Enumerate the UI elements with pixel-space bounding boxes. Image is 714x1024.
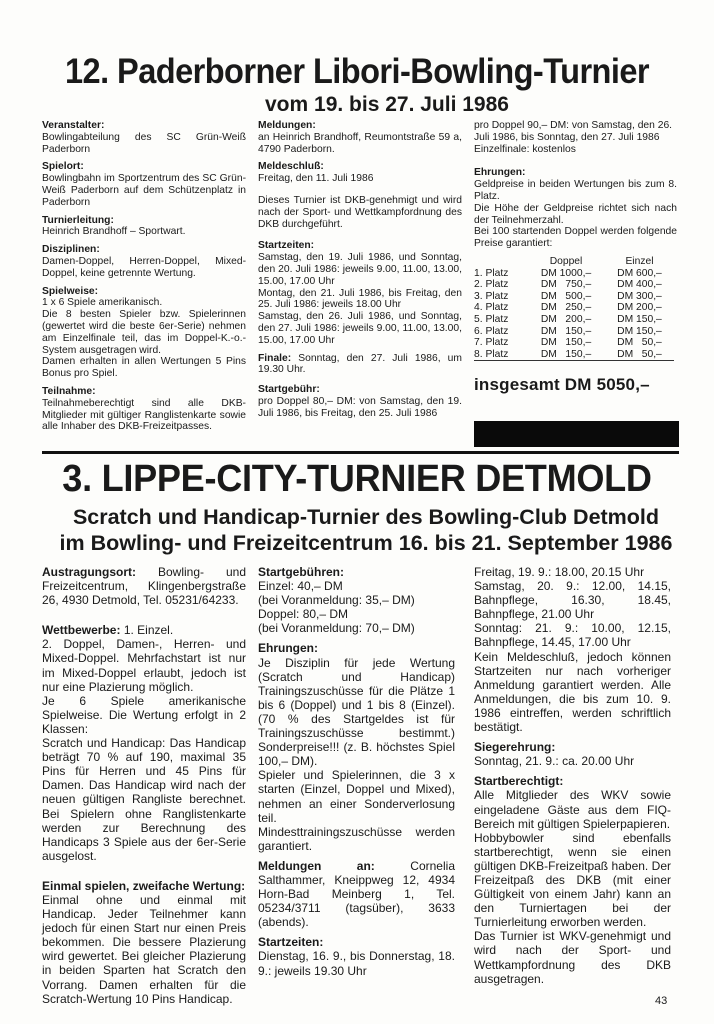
table-cell: DM 500,– bbox=[540, 290, 592, 302]
table-row bbox=[474, 326, 674, 338]
table-row bbox=[474, 349, 674, 361]
text: pro Doppel 90,– DM: von Samstag, den 26. Juli 1986, bis Sonntag, den 27. Juli 1986 bbox=[474, 120, 673, 143]
text: 1. Einzel. bbox=[123, 623, 174, 638]
heading: Spielweise: bbox=[42, 285, 99, 297]
text: Einzel: 40,– DM bbox=[258, 579, 343, 594]
table-row bbox=[474, 337, 674, 349]
article-2-column-3 bbox=[474, 565, 671, 992]
text: Samstag, den 19. Juli 1986, und Sonntag, den 20. Juli 1986: jeweils 9.00, 11.00, 13.00, 15.00, 17.00 Uhr bbox=[258, 252, 462, 287]
text: 2. Doppel, Damen-, Herren- und Mixed-Doppel. Mehrfachstart ist nur im Mixed-Doppel erlaubt, jedoch ist nur eine Plazierung möglich. bbox=[42, 637, 246, 694]
article-2-subtitle: im Bowling- und Freizeitcentrum 16. bis 21. September 1986 bbox=[59, 531, 673, 555]
text: Je 6 Spiele amerikanische Spielweise. Die Wertung erfolgt in 2 Klassen: bbox=[42, 693, 246, 736]
text: Montag, den 21. Juli 1986, bis Freitag, den 25. Juli 1986: jeweils 18.00 Uhr bbox=[258, 287, 462, 311]
column-header: Einzel bbox=[625, 255, 654, 267]
table-row bbox=[474, 302, 674, 314]
text: Sonntag: 21. 9.: 10.00, 12.15, Bahnpflege, 14.45, 17.00 Uhr bbox=[474, 621, 671, 650]
heading: Wettbewerbe: bbox=[42, 623, 121, 638]
table-cell: 7. Platz bbox=[474, 337, 509, 349]
table-cell: DM 150,– bbox=[540, 325, 592, 337]
text: Dieses Turnier ist DKB-genehmigt und wird nach der Sport- und Wettkampfordnung des DKB durchgeführt. bbox=[258, 194, 462, 230]
text: Je Disziplin für jede Wertung (Scratch und Handicap) Trainingszuschüsse für die Plätze 1 bis 6 (Doppel) und 1 bis 8 (Einzel). (70 % des Startgeldes ist für Trainingszuschüsse bestimmt.) Sonderpreise!!! (z. B. höchstes Spiel 100,– DM). bbox=[258, 655, 455, 769]
table-cell: 6. Platz bbox=[474, 325, 509, 337]
table-cell: DM 250,– bbox=[540, 302, 592, 314]
black-bar bbox=[474, 421, 679, 447]
table-cell: DM 750,– bbox=[540, 279, 592, 291]
text: Freitag, 19. 9.: 18.00, 20.15 Uhr bbox=[474, 565, 645, 579]
table-cell: 5. Platz bbox=[474, 313, 509, 325]
text: 1 x 6 Spiele amerikanisch. bbox=[42, 297, 163, 309]
text: Bei 100 startenden Doppel werden folgende Preise garantiert: bbox=[474, 226, 677, 250]
text: Samstag, den 26. Juli 1986, und Sonntag, den 27. Juli 1986: jeweils 9.00, 11.00, 13.00, 15.00, 17.00 Uhr bbox=[258, 311, 462, 346]
text: (bei Voranmeldung: 35,– DM) bbox=[258, 593, 415, 608]
table-cell: DM 150,– bbox=[617, 313, 662, 325]
text: Doppel: 80,– DM bbox=[258, 607, 349, 622]
table-cell: DM 300,– bbox=[617, 290, 662, 302]
text: Spieler und Spielerinnen, die 3 x starten (Einzel, Doppel und Mixed), nehmen an einer Sonderverlosung teil. bbox=[258, 768, 455, 825]
text: Bowlingabteilung des SC Grün-Weiß Paderborn bbox=[42, 131, 246, 155]
text: Geldpreise in beiden Wertungen bis zum 8. Platz. bbox=[474, 179, 677, 202]
text: Die 8 besten Spieler bzw. Spielerinnen (gewertet wird die beste 6er-Serie) nehmen am Einzelfinale teil, das im Doppel-K.-o.-System ausgetragen wird. bbox=[42, 309, 246, 356]
table-cell: DM 400,– bbox=[617, 279, 662, 291]
text: Bowling- und Freizeitcentrum, Klingenbergstraße 26, 4930 Detmold, Tel. 05231/64233. bbox=[42, 565, 246, 608]
text: Teilnahmeberechtigt sind alle DKB-Mitglieder mit gültiger Ranglistenkarte sowie alle Inhaber des DKB-Freizeitpasses. bbox=[42, 397, 246, 433]
table-row bbox=[474, 268, 674, 280]
text: Alle Mitglieder des WKV sowie eingeladene Gäste aus dem FIQ-Bereich mit gültigen Spielerpapieren. bbox=[474, 788, 671, 831]
table-cell: DM 150,– bbox=[617, 325, 662, 337]
table-cell: 3. Platz bbox=[474, 290, 509, 302]
text: Scratch und Handicap: Das Handicap beträgt 70 % auf 190, maximal 35 Pins für Herren und 45 Pins für Damen. Das Handicap wird nach der neuen gültigen Rangliste berechnet. Bei Spielern ohne Ranglistenkarte werden zur Berechnung des Handicaps 3 Spiele aus der 6er-Serie ausgelost. bbox=[42, 736, 246, 863]
table-cell: DM 150,– bbox=[540, 337, 592, 349]
heading: Startberechtigt: bbox=[474, 774, 564, 789]
heading: Turnierleitung: bbox=[42, 214, 114, 226]
text: Dienstag, 16. 9., bis Donnerstag, 18. 9.: jeweils 19.30 Uhr bbox=[258, 949, 455, 978]
text: Bowlingbahn im Sportzentrum des SC Grün-Weiß Paderborn auf dem Schützenplatz in Paderborn bbox=[42, 173, 246, 208]
text: Das Turnier ist WKV-genehmigt und wird nach der Sport- und Wettkampfordnung des DKB ausgetragen. bbox=[474, 929, 671, 986]
article-2-subtitle: Scratch und Handicap-Turnier des Bowling-Club Detmold bbox=[72, 505, 660, 529]
text: Damen erhalten in allen Wertungen 5 Pins Bonus pro Spiel. bbox=[42, 356, 246, 380]
table-cell: 4. Platz bbox=[474, 302, 509, 314]
article-2-column-2 bbox=[258, 523, 455, 984]
text: Freitag, den 11. Juli 1986 bbox=[258, 173, 374, 185]
text: an Heinrich Brandhoff, Reumontstraße 59 a, 4790 Paderborn. bbox=[258, 131, 462, 155]
article-1-column-3 bbox=[474, 120, 677, 395]
text: Sonntag, 21. 9.: ca. 20.00 Uhr bbox=[474, 754, 635, 769]
heading: Disziplinen: bbox=[42, 244, 100, 256]
table-cell: DM 200,– bbox=[540, 313, 592, 325]
heading: Startgebühren: bbox=[258, 565, 345, 579]
column-header bbox=[474, 256, 527, 268]
article-1-column-2 bbox=[258, 120, 462, 426]
heading: Spielort: bbox=[42, 161, 84, 173]
total-prize: insgesamt DM 5050,– bbox=[474, 375, 650, 395]
prize-table bbox=[474, 256, 674, 361]
table-row bbox=[474, 279, 674, 291]
heading: Meldungen: bbox=[258, 120, 316, 131]
table-cell: DM 200,– bbox=[617, 302, 662, 314]
table-cell: DM 50,– bbox=[617, 337, 662, 349]
text: Mindesttrainingszuschüsse werden garantiert. bbox=[258, 824, 455, 853]
heading: Meldungen an: bbox=[258, 858, 375, 873]
text: pro Doppel 80,– DM: von Samstag, den 19. Juli 1986, bis Freitag, den 25. Juli 1986 bbox=[258, 395, 462, 419]
text: Die Höhe der Geldpreise richtet sich nach der Teilnehmerzahl. bbox=[474, 202, 677, 226]
text: (bei Voranmeldung: 70,– DM) bbox=[258, 621, 415, 636]
table-cell: 2. Platz bbox=[474, 279, 509, 291]
heading: Startzeiten: bbox=[258, 935, 324, 950]
table-cell: DM 50,– bbox=[605, 349, 674, 361]
heading: Einmal spielen, zweifache Wertung: bbox=[42, 878, 246, 893]
article-1-title: 12. Paderborner Libori-Bowling-Turnier bbox=[64, 52, 650, 91]
article-2-column-1 bbox=[42, 565, 246, 1012]
table-cell: DM 600,– bbox=[617, 267, 662, 279]
table-cell: 1. Platz bbox=[474, 267, 509, 279]
table-cell: DM 150,– bbox=[527, 349, 605, 361]
text: Heinrich Brandhoff – Sportwart. bbox=[42, 226, 186, 238]
text: Einzelfinale: kostenlos bbox=[474, 143, 576, 155]
table-row bbox=[474, 314, 674, 326]
heading: Veranstalter: bbox=[42, 120, 105, 131]
heading: Finale: bbox=[258, 352, 292, 364]
heading: Ehrungen: bbox=[474, 167, 526, 179]
heading: Siegerehrung: bbox=[474, 740, 556, 755]
table-cell: 8. Platz bbox=[474, 349, 527, 361]
article-1-column-1 bbox=[42, 120, 246, 439]
text: Hobbybowler sind ebenfalls startberechtigt, wenn sie einen gültigen DKB-Freizeitpaß haben. Der Freizeitpaß des DKB (mit einer Gültigkeit von einem Jahr) kann an den Turniertagen bei der Turnierleitung erworben werden. bbox=[474, 830, 671, 930]
article-1-subtitle: vom 19. bis 27. Juli 1986 bbox=[265, 93, 509, 116]
heading: Austragungsort: bbox=[42, 565, 136, 579]
text: Einmal ohne und einmal mit Handicap. Jeder Teilnehmer kann jedoch für einen Start nur einen Preis bekommen. Die bessere Plazierung wird gewertet. Bei gleicher Plazierung in beiden Sparten hat Scratch den Vorrang. Damen erhalten für die Scratch-Wertung 10 Pins Handicap. bbox=[42, 892, 246, 1006]
article-2-title: 3. LIPPE-CITY-TURNIER DETMOLD bbox=[62, 458, 652, 500]
text: Sonntag, den 27. Juli 1986, um 19.30 Uhr. bbox=[258, 352, 462, 376]
text: Damen-Doppel, Herren-Doppel, Mixed-Doppel, keine getrennte Wertung. bbox=[42, 255, 246, 279]
table-cell: DM 1000,– bbox=[540, 267, 592, 279]
table-row bbox=[474, 291, 674, 303]
heading: Meldeschluß: bbox=[258, 161, 324, 173]
text: Kein Meldeschluß, jedoch können Startzeiten nur nach vorheriger Anmeldung garantiert werden. Alle Anmeldungen, die bis zum 10. 9. 1986 eintreffen, werden schriftlich bestätigt. bbox=[474, 649, 671, 735]
heading: Startgebühr: bbox=[258, 384, 320, 396]
text: Samstag, 20. 9.: 12.00, 14.15, Bahnpflege, 16.30, 18.45, Bahnpflege, 21.00 Uhr bbox=[474, 579, 671, 622]
section-divider bbox=[42, 451, 679, 454]
heading: Teilnahme: bbox=[42, 385, 96, 397]
page-number: 43 bbox=[655, 995, 668, 1007]
column-header: Doppel bbox=[549, 255, 583, 267]
text: Cornelia Salthammer, Kneippweg 12, 4934 Horn-Bad Meinberg 1, Tel. 05234/3711 (tagsüber), 3633 (abends). bbox=[258, 858, 455, 930]
heading: Ehrungen: bbox=[258, 641, 318, 656]
heading: Startzeiten: bbox=[258, 240, 315, 252]
